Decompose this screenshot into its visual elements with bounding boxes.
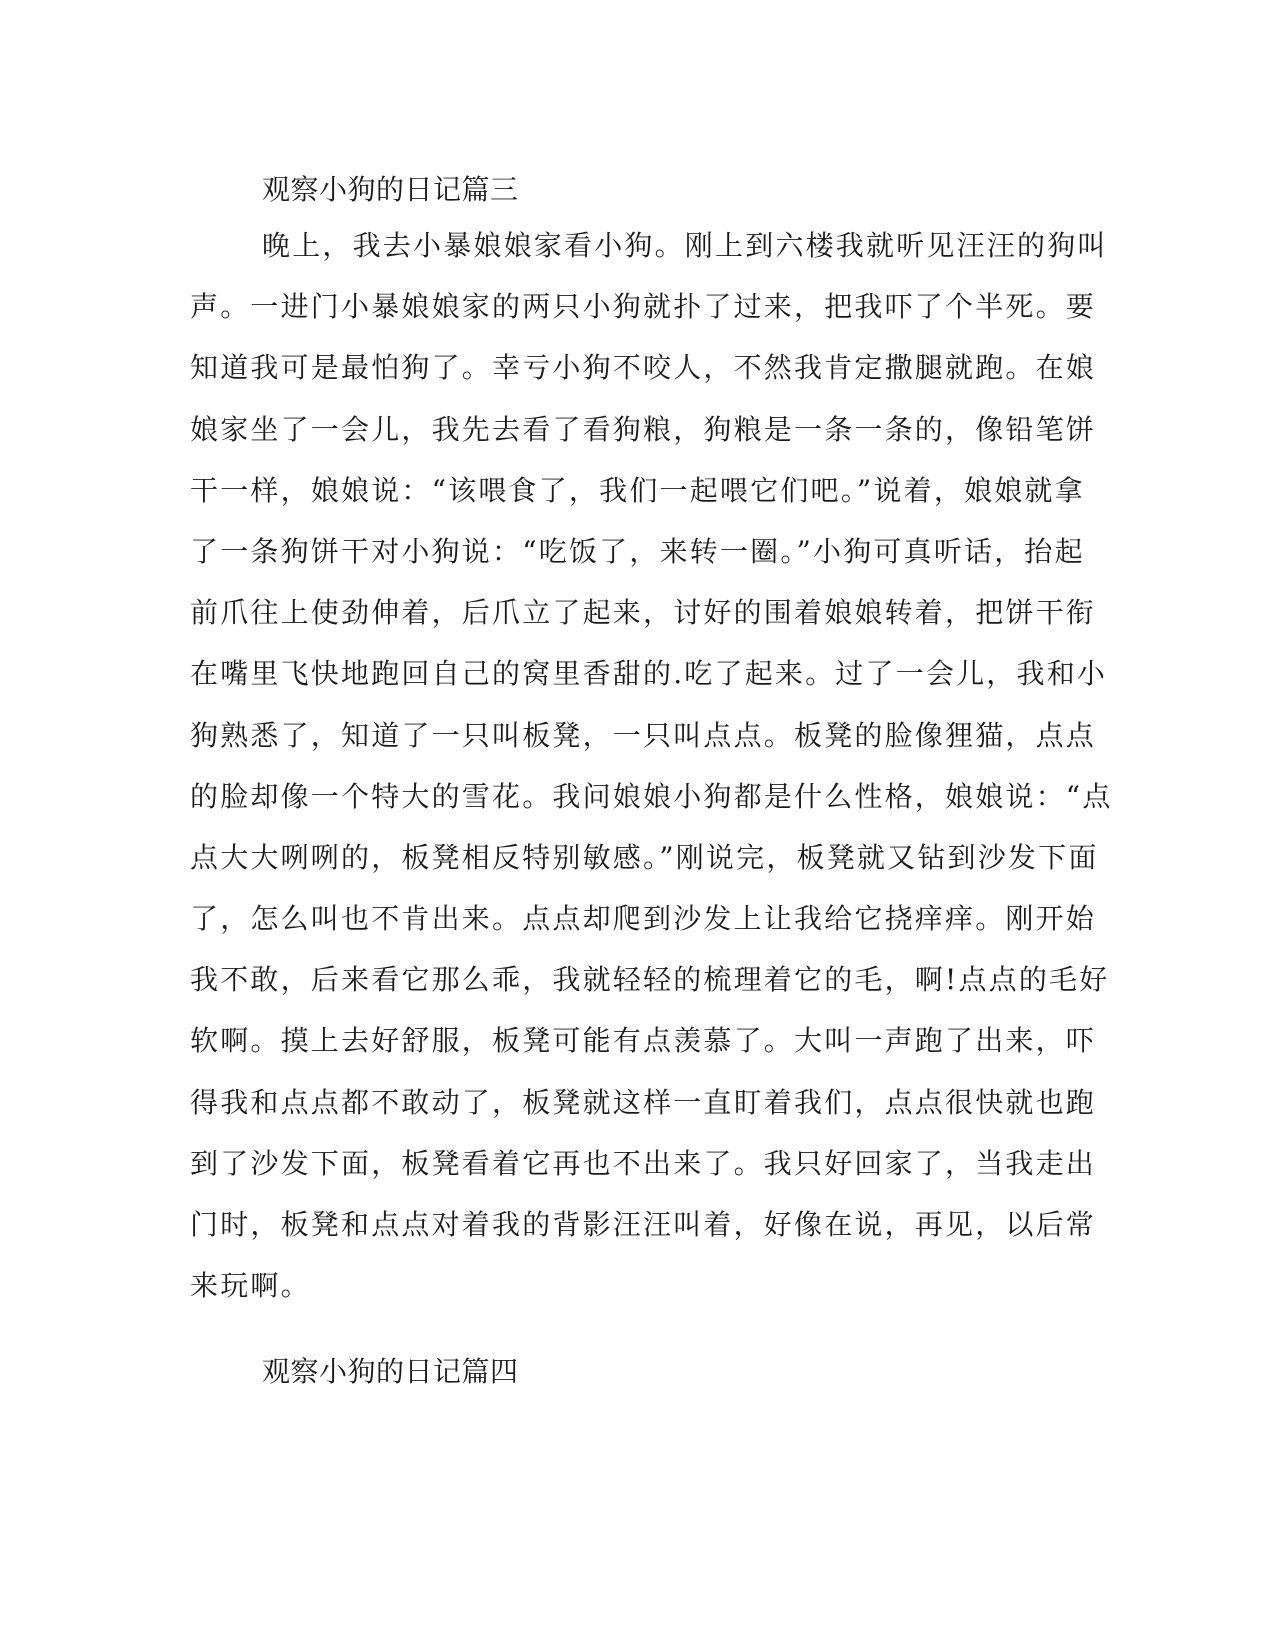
paragraph-line: 了一条狗饼干对小狗说：“吃饭了，来转一圈。”小狗可真听话，抬起 (190, 534, 1085, 568)
paragraph-line: 娘家坐了一会儿，我先去看了看狗粮，狗粮是一条一条的，像铅笔饼 (190, 412, 1097, 446)
paragraph-line: 声。一进门小暴娘娘家的两只小狗就扑了过来，把我吓了个半死。要 (190, 290, 1097, 324)
paragraph-line: 前爪往上使劲伸着，后爪立了起来，讨好的围着娘娘转着，把饼干衔 (190, 596, 1097, 630)
section-heading-4: 观察小狗的日记篇四 (262, 1355, 519, 1388)
paragraph-line: 到了沙发下面，板凳看着它再也不出来了。我只好回家了，当我走出 (190, 1146, 1097, 1180)
paragraph-line: 狗熟悉了，知道了一只叫板凳，一只叫点点。板凳的脸像狸猫，点点 (190, 718, 1097, 752)
paragraph-line: 晚上，我去小暴娘娘家看小狗。刚上到六楼我就听见汪汪的狗叫 (262, 229, 1108, 262)
paragraph-line: 在嘴里飞快地跑回自己的窝里香甜的.吃了起来。过了一会儿，我和小 (190, 657, 1108, 691)
paragraph-line: 我不敢，后来看它那么乖，我就轻轻的梳理着它的毛，啊!点点的毛好 (190, 963, 1110, 997)
paragraph-line: 了，怎么叫也不肯出来。点点却爬到沙发上让我给它挠痒痒。刚开始 (190, 902, 1097, 936)
paragraph-line: 点大大咧咧的，板凳相反特别敏感。”刚说完，板凳就又钻到沙发下面 (190, 840, 1099, 874)
paragraph-line: 来玩啊。 (190, 1269, 311, 1303)
paragraph-line: 得我和点点都不敢动了，板凳就这样一直盯着我们，点点很快就也跑 (190, 1085, 1097, 1119)
section-heading-3: 观察小狗的日记篇三 (262, 173, 519, 206)
diary-paragraph (190, 226, 1113, 1327)
paragraph-line: 的脸却像一个特大的雪花。我问娘娘小狗都是什么性格，娘娘说：“点 (190, 779, 1113, 813)
paragraph-line: 软啊。摸上去好舒服，板凳可能有点羡慕了。大叫一声跑了出来，吓 (190, 1024, 1097, 1058)
paragraph-line: 干一样，娘娘说：“该喂食了，我们一起喂它们吧。”说着，娘娘就拿 (190, 473, 1085, 507)
paragraph-line: 知道我可是最怕狗了。幸亏小狗不咬人，不然我肯定撒腿就跑。在娘 (190, 351, 1097, 385)
paragraph-line: 门时，板凳和点点对着我的背影汪汪叫着，好像在说，再见，以后常 (190, 1208, 1097, 1241)
